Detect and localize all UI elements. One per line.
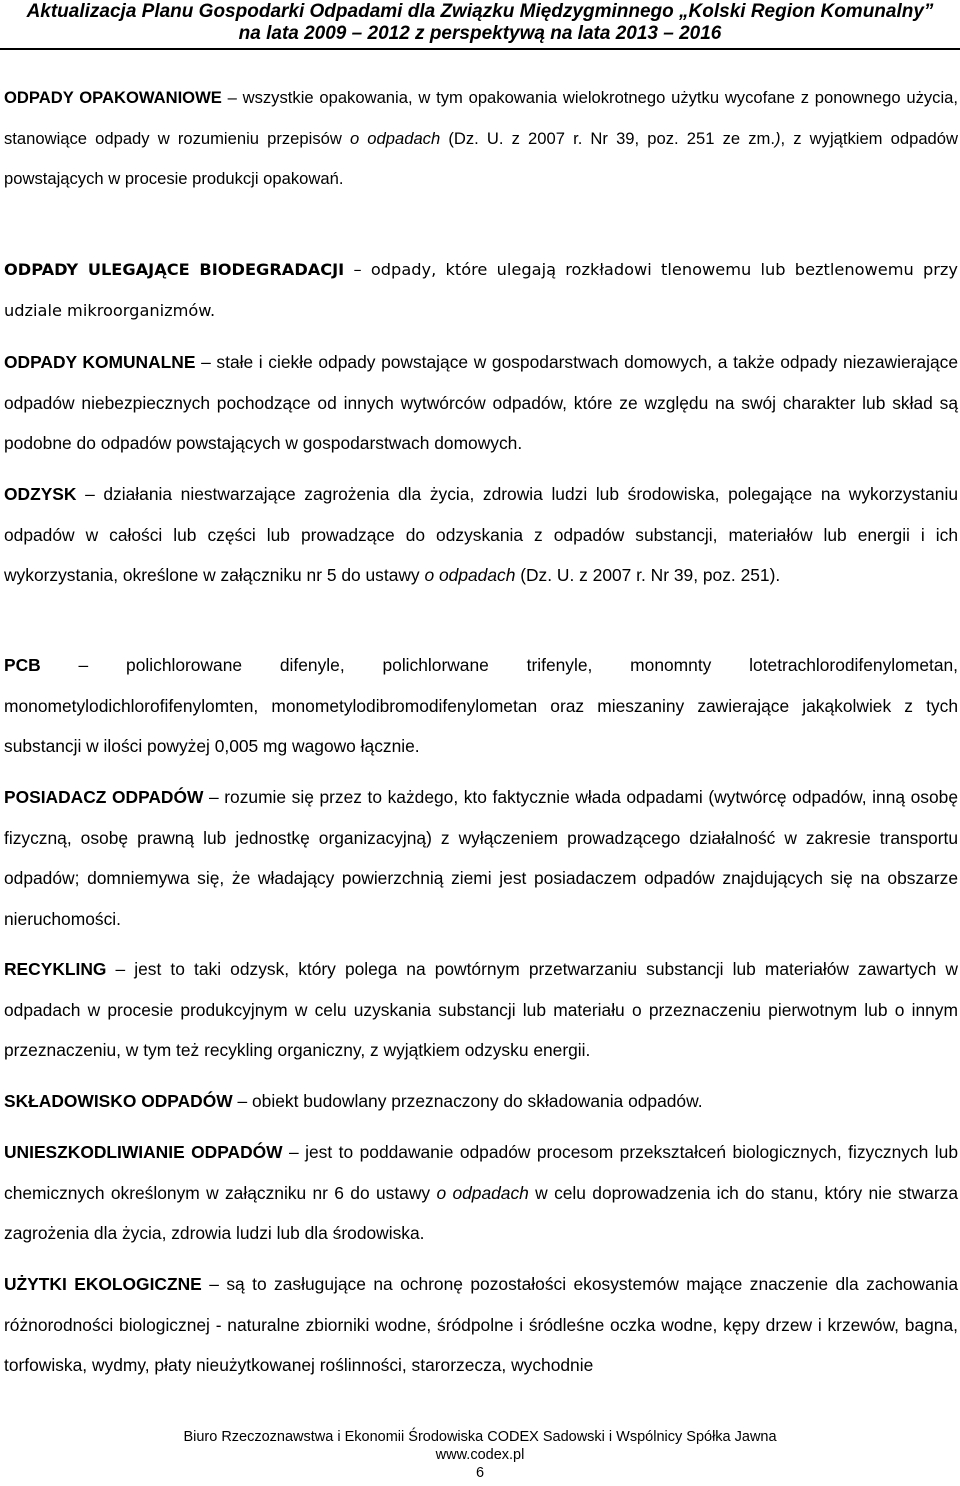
- definition-unieszkodliwianie-odpadow: [4, 1132, 958, 1254]
- page-number: 6: [475, 1465, 485, 1481]
- definition-text: jest to poddawanie odpadów procesom przekształceń biologicznych, fizycznych lub chemicznych określonym w załączniku nr 6 do ustawy: [4, 1142, 958, 1203]
- definition-italic-ref: o odpadach: [424, 565, 516, 585]
- definition-dash: –: [344, 260, 371, 279]
- definition-text: , z wyjątkiem odpadów powstających w procesie produkcji opakowań.: [4, 128, 958, 188]
- definition-term: ODPADY KOMUNALNE: [4, 352, 196, 372]
- definition-text: działania niestwarzające zagrożenia dla życia, zdrowia ludzi lub środowiska, polegające na wykorzystaniu odpadów w całości lub części lub prowadzące do odzyskania z odpadów substancji, materiałów lub energii i ich wykorzystania, określone w załączniku nr 5 do ustawy: [4, 484, 959, 585]
- definition-dash: –: [232, 1091, 252, 1111]
- definition-text: wszystkie opakowania, w tym opakowania wielokrotnego użytku wycofane z ponownego użycia, stanowiące odpady w rozumieniu przepisów: [4, 88, 959, 148]
- definition-odpady-komunalne: [4, 342, 958, 464]
- definition-dash: –: [76, 484, 104, 504]
- definition-text: w celu doprowadzenia ich do stanu, który nie stwarza zagrożenia dla życia, zdrowia ludzi lub dla środowiska.: [4, 1182, 958, 1243]
- definition-posiadacz-odpadow: [4, 777, 958, 939]
- definition-term: UNIESZKODLIWIANIE ODPADÓW: [4, 1142, 283, 1162]
- header-divider: [0, 48, 960, 50]
- definition-term: RECYKLING: [4, 959, 107, 979]
- page-footer: [0, 1428, 960, 1482]
- definition-pcb: [4, 645, 958, 767]
- definition-term: ODZYSK: [4, 484, 77, 504]
- definition-dash: –: [221, 88, 243, 107]
- definition-recykling: [4, 949, 958, 1071]
- definition-text: stałe i ciekłe odpady powstające w gospodarstwach domowych, a także odpady niezawierające odpadów niebezpiecznych pochodzące od innych wytwórców odpadów, które ze względu na swój charakter lub skład są podobne do odpadów powstających w gospodarstwach domowych.: [4, 352, 958, 453]
- definition-text: obiekt budowlany przeznaczony do składowania odpadów.: [252, 1091, 703, 1111]
- definition-text: polichlorowane difenyle, polichlorwane trifenyle, monomnty lotetrachlorodifenylometan, monometylodichlorofifenylomten, monometylodibromodifenylometan oraz mieszaniny zawierające jakąkolwiek z tych substancji w ilości powyżej 0,005 mg wagowo łącznie.: [4, 655, 958, 756]
- definition-text: odpady, które ulegają rozkładowi tlenowemu lub beztlenowemu przy udziale mikroorganizmów.: [4, 260, 958, 320]
- definition-term: ODPADY ULEGAJĄCE BIODEGRADACJI: [4, 260, 345, 279]
- definition-term: POSIADACZ ODPADÓW: [4, 787, 204, 807]
- definition-italic-paren: ): [774, 128, 781, 148]
- definition-term: PCB: [4, 655, 41, 675]
- definition-dash: –: [195, 352, 217, 372]
- header-title-line1: Aktualizacja Planu Gospodarki Odpadami dla Związku Międzygminnego „Kolski Region Komunalny”: [26, 1, 934, 22]
- definition-dash: –: [203, 787, 225, 807]
- definition-term: UŻYTKI EKOLOGICZNE: [4, 1274, 202, 1294]
- header-title-line2: na lata 2009 – 2012 z perspektywą na lata 2013 – 2016: [238, 23, 722, 44]
- definition-italic-ref: o odpadach: [349, 128, 441, 148]
- definition-term: ODPADY OPAKOWANIOWE: [4, 88, 222, 107]
- definition-dash: –: [106, 959, 135, 979]
- definition-dash: –: [282, 1142, 306, 1162]
- definition-text: (Dz. U. z 2007 r. Nr 39, poz. 251).: [515, 565, 781, 585]
- definition-odpady-biodegradacji: [4, 250, 958, 331]
- definition-dash: –: [40, 655, 127, 675]
- definition-italic-ref: o odpadach: [436, 1182, 529, 1203]
- footer-company: Biuro Rzeczoznawstwa i Ekonomii Środowiska CODEX Sadowski i Wspólnicy Spółka Jawna: [183, 1429, 777, 1445]
- definition-text: (Dz. U. z 2007 r. Nr 39, poz. 251 ze zm.: [440, 128, 775, 148]
- definition-odzysk: [4, 474, 958, 596]
- definition-term: SKŁADOWISKO ODPADÓW: [4, 1091, 233, 1111]
- page-header: [0, 0, 960, 46]
- definition-skladowisko-odpadow: [4, 1081, 958, 1122]
- definition-uzytki-ekologiczne: [4, 1264, 958, 1386]
- definition-text: jest to taki odzysk, który polega na powtórnym przetwarzaniu substancji lub materiałów zawartych w odpadach w procesie produkcyjnym w celu uzyskania substancji lub materiału o przeznaczeniu pierwotnym lub o innym przeznaczeniu, w tym też recykling organiczny, z wyjątkiem odzysku energii.: [4, 959, 958, 1060]
- definition-odpady-opakowaniowe: [4, 78, 958, 200]
- definition-dash: –: [201, 1274, 227, 1294]
- definition-text: są to zasługujące na ochronę pozostałości ekosystemów mające znaczenie dla zachowania różnorodności biologicznej - naturalne zbiorniki wodne, śródpolne i śródleśne oczka wodne, kępy drzew i krzewów, bagna, torfowiska, wydmy, płaty nieużytkowanej roślinności, starorzecza, wychodnie: [4, 1274, 958, 1375]
- definition-text: rozumie się przez to każdego, kto faktycznie włada odpadami (wytwórcę odpadów, inną osobę fizyczną, osobę prawną lub jednostkę organizacyjną) z wyłączeniem prowadzącego działalność w zakresie transportu odpadów; domniemywa się, że władający powierzchnią ziemi jest posiadaczem odpadów znajdujących się na obszarze nieruchomości.: [4, 787, 958, 929]
- footer-website: www.codex.pl: [435, 1447, 525, 1463]
